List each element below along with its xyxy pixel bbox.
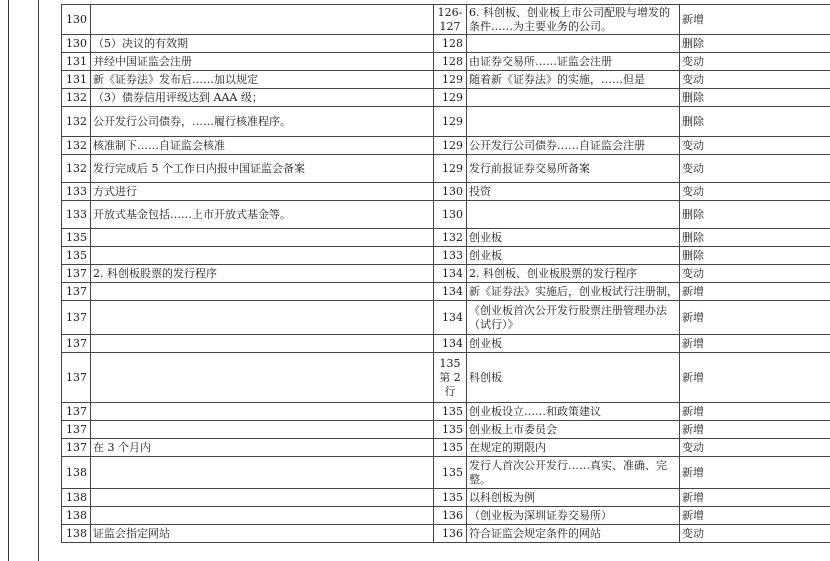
new-page-cell: 126-127 xyxy=(434,5,467,35)
new-text-cell: 创业板上市委员会 xyxy=(467,421,680,439)
change-type-cell: 新增 xyxy=(680,283,830,301)
change-type-cell: 变动 xyxy=(680,155,830,183)
new-page-cell: 130 xyxy=(434,201,467,229)
new-text-cell xyxy=(467,107,680,137)
new-page-cell: 130 xyxy=(434,183,467,201)
change-type-cell: 新增 xyxy=(680,353,830,403)
old-page-cell: 132 xyxy=(62,89,91,107)
old-page-cell: 137 xyxy=(62,403,91,421)
change-type-cell: 新增 xyxy=(680,5,830,35)
table-row xyxy=(62,525,830,543)
old-text-cell: 方式进行 xyxy=(91,183,434,201)
old-text-cell: 2. 科创板股票的发行程序 xyxy=(91,265,434,283)
change-log-table xyxy=(61,4,830,543)
change-type-cell: 删除 xyxy=(680,89,830,107)
old-page-cell: 137 xyxy=(62,283,91,301)
new-text-cell: 创业板 xyxy=(467,229,680,247)
old-text-cell: （5）决议的有效期 xyxy=(91,35,434,53)
new-page-cell: 136 xyxy=(434,507,467,525)
new-text-cell: 公开发行公司债券……自证监会注册 xyxy=(467,137,680,155)
new-page-cell: 135 xyxy=(434,457,467,489)
table-row xyxy=(62,229,830,247)
new-page-cell: 128 xyxy=(434,35,467,53)
new-text-cell: 在规定的期限内 xyxy=(467,439,680,457)
old-page-cell: 133 xyxy=(62,183,91,201)
change-type-cell: 变动 xyxy=(680,265,830,283)
table-row xyxy=(62,201,830,229)
new-page-cell: 129 xyxy=(434,137,467,155)
old-page-cell: 132 xyxy=(62,137,91,155)
table-row xyxy=(62,53,830,71)
change-type-cell: 删除 xyxy=(680,229,830,247)
table-row xyxy=(62,265,830,283)
new-page-cell: 135 xyxy=(434,489,467,507)
old-page-cell: 138 xyxy=(62,457,91,489)
old-text-cell xyxy=(91,421,434,439)
new-text-cell: 发行前报证券交易所备案 xyxy=(467,155,680,183)
change-type-cell: 删除 xyxy=(680,107,830,137)
old-page-cell: 137 xyxy=(62,439,91,457)
change-type-cell: 新增 xyxy=(680,335,830,353)
table-body xyxy=(62,5,830,543)
table-row xyxy=(62,89,830,107)
old-page-cell: 138 xyxy=(62,507,91,525)
change-type-cell: 新增 xyxy=(680,489,830,507)
new-page-cell: 129 xyxy=(434,89,467,107)
new-text-cell: 符合证监会规定条件的网站 xyxy=(467,525,680,543)
change-type-cell: 删除 xyxy=(680,35,830,53)
change-type-cell: 变动 xyxy=(680,53,830,71)
change-type-cell: 变动 xyxy=(680,439,830,457)
new-text-cell: 创业板 xyxy=(467,335,680,353)
old-text-cell: 新《证券法》发布后……加以规定 xyxy=(91,71,434,89)
table-row xyxy=(62,183,830,201)
new-text-cell xyxy=(467,201,680,229)
new-page-cell: 128 xyxy=(434,53,467,71)
table-row xyxy=(62,489,830,507)
old-text-cell xyxy=(91,335,434,353)
new-page-cell: 135 xyxy=(434,439,467,457)
old-text-cell: 在 3 个月内 xyxy=(91,439,434,457)
old-text-cell xyxy=(91,229,434,247)
new-page-cell: 135 xyxy=(434,421,467,439)
new-text-cell: 《创业板首次公开发行股票注册管理办法（试行）》 xyxy=(467,301,680,335)
old-text-cell: 核准制下……自证监会核准 xyxy=(91,137,434,155)
table-row xyxy=(62,335,830,353)
new-text-cell: 发行人首次公开发行……真实、准确、完整。 xyxy=(467,457,680,489)
change-type-cell: 变动 xyxy=(680,183,830,201)
old-page-cell: 137 xyxy=(62,353,91,403)
old-text-cell: 证监会指定网站 xyxy=(91,525,434,543)
table-row xyxy=(62,71,830,89)
new-page-cell: 129 xyxy=(434,155,467,183)
old-text-cell xyxy=(91,353,434,403)
new-text-cell: 新《证券法》实施后，创业板试行注册制， xyxy=(467,283,680,301)
old-text-cell xyxy=(91,301,434,335)
change-type-cell: 变动 xyxy=(680,71,830,89)
old-text-cell: （3）债券信用评级达到 AAA 级； xyxy=(91,89,434,107)
new-text-cell: 以科创板为例 xyxy=(467,489,680,507)
change-type-cell: 新增 xyxy=(680,301,830,335)
old-text-cell xyxy=(91,403,434,421)
old-page-cell: 132 xyxy=(62,155,91,183)
table-row xyxy=(62,247,830,265)
new-page-cell: 132 xyxy=(434,229,467,247)
change-type-cell: 新增 xyxy=(680,403,830,421)
new-text-cell: 6. 科创板、创业板上市公司配股与增发的条件……为主要业务的公司。 xyxy=(467,5,680,35)
new-page-cell: 134 xyxy=(434,335,467,353)
old-page-cell: 133 xyxy=(62,201,91,229)
table-row xyxy=(62,107,830,137)
old-text-cell xyxy=(91,489,434,507)
old-page-cell: 138 xyxy=(62,525,91,543)
new-page-cell: 129 xyxy=(434,107,467,137)
new-text-cell xyxy=(467,89,680,107)
change-type-cell: 变动 xyxy=(680,137,830,155)
old-text-cell: 公开发行公司债券，……履行核准程序。 xyxy=(91,107,434,137)
new-text-cell: 由证券交易所……证监会注册 xyxy=(467,53,680,71)
change-type-cell: 新增 xyxy=(680,421,830,439)
table-row xyxy=(62,421,830,439)
old-page-cell: 135 xyxy=(62,229,91,247)
old-page-cell: 137 xyxy=(62,265,91,283)
new-text-cell: （创业板为深圳证券交易所） xyxy=(467,507,680,525)
old-text-cell: 并经中国证监会注册 xyxy=(91,53,434,71)
change-type-cell: 新增 xyxy=(680,507,830,525)
table-row xyxy=(62,137,830,155)
new-text-cell: 2. 科创板、创业板股票的发行程序 xyxy=(467,265,680,283)
old-page-cell: 130 xyxy=(62,5,91,35)
old-text-cell xyxy=(91,283,434,301)
new-page-cell: 133 xyxy=(434,247,467,265)
old-page-cell: 135 xyxy=(62,247,91,265)
table-row xyxy=(62,35,830,53)
old-page-cell: 137 xyxy=(62,421,91,439)
table-row xyxy=(62,301,830,335)
old-page-cell: 131 xyxy=(62,53,91,71)
old-page-cell: 131 xyxy=(62,71,91,89)
new-text-cell: 投资 xyxy=(467,183,680,201)
change-type-cell: 变动 xyxy=(680,525,830,543)
table-row xyxy=(62,457,830,489)
old-text-cell xyxy=(91,5,434,35)
new-text-cell: 科创板 xyxy=(467,353,680,403)
old-page-cell: 130 xyxy=(62,35,91,53)
old-text-cell: 开放式基金包括……上市开放式基金等。 xyxy=(91,201,434,229)
table-row xyxy=(62,155,830,183)
new-page-cell: 135 xyxy=(434,403,467,421)
old-page-cell: 132 xyxy=(62,107,91,137)
old-text-cell: 发行完成后 5 个工作日内报中国证监会备案 xyxy=(91,155,434,183)
table-row xyxy=(62,283,830,301)
old-text-cell xyxy=(91,457,434,489)
old-text-cell xyxy=(91,507,434,525)
new-page-cell: 135 第 2 行 xyxy=(434,353,467,403)
new-text-cell: 创业板设立……和政策建议 xyxy=(467,403,680,421)
old-page-cell: 138 xyxy=(62,489,91,507)
new-page-cell: 134 xyxy=(434,265,467,283)
new-text-cell xyxy=(467,35,680,53)
table-row xyxy=(62,353,830,403)
new-page-cell: 134 xyxy=(434,283,467,301)
left-margin-line xyxy=(8,0,9,561)
change-type-cell: 新增 xyxy=(680,457,830,489)
new-text-cell: 创业板 xyxy=(467,247,680,265)
old-page-cell: 137 xyxy=(62,335,91,353)
table-row xyxy=(62,439,830,457)
left-margin-line xyxy=(38,0,39,561)
old-page-cell: 137 xyxy=(62,301,91,335)
table-row xyxy=(62,403,830,421)
old-text-cell xyxy=(91,247,434,265)
change-type-cell: 删除 xyxy=(680,247,830,265)
change-type-cell: 删除 xyxy=(680,201,830,229)
table-row xyxy=(62,5,830,35)
new-page-cell: 134 xyxy=(434,301,467,335)
new-text-cell: 随着新《证券法》的实施，……但是 xyxy=(467,71,680,89)
new-page-cell: 129 xyxy=(434,71,467,89)
table-row xyxy=(62,507,830,525)
new-page-cell: 136 xyxy=(434,525,467,543)
